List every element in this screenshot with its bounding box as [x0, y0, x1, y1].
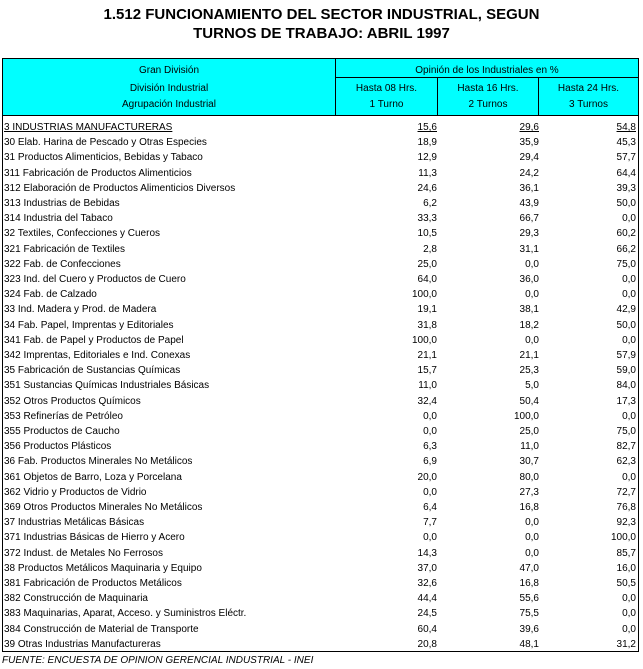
value-2-turnos: 47,0: [519, 562, 539, 574]
value-3-turnos: 75,0: [616, 258, 636, 270]
value-3-turnos: 0,0: [622, 608, 636, 620]
value-3-turnos: 0,0: [622, 213, 636, 225]
value-2-turnos: 0,0: [525, 289, 539, 301]
value-3-turnos: 50,0: [616, 198, 636, 209]
value-3-turnos: 17,3: [616, 395, 636, 407]
header-opinion-group: Opinión de los Industriales en %: [415, 65, 559, 76]
value-3-turnos: 64,4: [616, 167, 636, 179]
value-3-turnos: 85,7: [616, 547, 636, 559]
value-1-turno: 12,9: [417, 152, 437, 164]
value-1-turno: 11,3: [418, 167, 437, 179]
value-3-turnos: 42,9: [616, 304, 636, 316]
value-1-turno: 6,9: [423, 456, 437, 468]
value-2-turnos: 36,0: [519, 274, 539, 285]
row-label: 383 Maquinarias, Aparat, Acceso. y Suministros Eléctr.: [4, 608, 247, 620]
header-col1-line2: 1 Turno: [369, 99, 404, 110]
row-label: 30 Elab. Harina de Pescado y Otras Especies: [4, 137, 207, 149]
value-1-turno: 0,0: [423, 410, 437, 422]
table-row: [3, 135, 638, 150]
value-1-turno: 37,0: [417, 562, 437, 574]
value-3-turnos: 0,0: [622, 274, 636, 285]
value-2-turnos: 55,6: [519, 593, 539, 605]
value-1-turno: 19,1: [417, 304, 437, 316]
value-3-turnos: 39,3: [616, 182, 636, 194]
row-label: 384 Construcción de Material de Transporte: [4, 623, 199, 635]
value-3-turnos: 50,0: [616, 319, 636, 331]
header-col3-line1: Hasta 24 Hrs.: [557, 83, 620, 94]
value-3-turnos: 75,0: [616, 426, 636, 437]
value-3-turnos: 50,5: [616, 578, 636, 589]
value-3-turnos: 0,0: [622, 471, 636, 483]
value-1-turno: 100,0: [411, 289, 437, 301]
table-row: [3, 150, 638, 165]
value-2-turnos: 18,2: [519, 319, 539, 331]
header-col2-line2: 2 Turnos: [468, 99, 508, 110]
table-row: [3, 637, 638, 652]
table-row: [3, 500, 638, 515]
row-label: 352 Otros Productos Químicos: [4, 395, 141, 407]
table-row: [3, 470, 638, 485]
header-group-rule: [336, 77, 638, 78]
page-subtitle: TURNOS DE TRABAJO: ABRIL 1997: [193, 25, 450, 42]
row-label: 32 Textiles, Confecciones y Cueros: [4, 228, 161, 240]
header-division-industrial: División Industrial: [129, 83, 209, 94]
header-gran-division: Gran División: [138, 65, 200, 76]
row-label: 324 Fab. de Calzado: [4, 289, 97, 301]
table-row: [3, 120, 638, 135]
table-row: [3, 166, 638, 181]
row-label: 372 Indust. de Metales No Ferrosos: [4, 547, 163, 559]
value-2-turnos: 29,4: [519, 152, 539, 164]
value-3-turnos: 72,7: [616, 486, 636, 498]
value-3-turnos: 76,8: [616, 502, 636, 513]
value-3-turnos: 57,7: [616, 152, 636, 164]
value-1-turno: 20,8: [417, 638, 437, 650]
value-2-turnos: 36,1: [519, 182, 539, 194]
value-1-turno: 10,5: [417, 228, 437, 240]
value-2-turnos: 29,3: [519, 228, 539, 240]
table-row: [3, 530, 638, 545]
value-2-turnos: 5,0: [525, 380, 539, 392]
value-2-turnos: 27,3: [519, 486, 539, 498]
table-body: [2, 116, 639, 652]
table-row: [3, 424, 638, 439]
table-row: [3, 272, 638, 287]
table-row: [3, 606, 638, 621]
value-3-turnos: 62,3: [616, 456, 636, 468]
value-2-turnos: 50,4: [519, 395, 539, 407]
value-1-turno: 0,0: [423, 426, 437, 437]
table-row: [3, 181, 638, 196]
value-2-turnos: 43,9: [519, 198, 539, 209]
table-row: [3, 196, 638, 211]
value-1-turno: 24,6: [417, 182, 437, 194]
table-row: [3, 287, 638, 302]
table-row: [3, 439, 638, 454]
row-label: 38 Productos Metálicos Maquinaria y Equipo: [4, 562, 202, 574]
value-3-turnos: 16,0: [616, 562, 636, 574]
value-3-turnos: 54,8: [616, 122, 636, 133]
row-label: 34 Fab. Papel, Imprentas y Editoriales: [4, 319, 174, 331]
row-label: 314 Industria del Tabaco: [4, 213, 113, 225]
value-3-turnos: 45,3: [616, 137, 636, 149]
value-3-turnos: 57,9: [616, 350, 636, 361]
value-3-turnos: 66,2: [616, 243, 636, 255]
value-2-turnos: 35,9: [519, 137, 539, 149]
table-row: [3, 211, 638, 226]
value-2-turnos: 30,7: [519, 456, 539, 468]
value-2-turnos: 16,8: [519, 502, 539, 513]
table-header: [2, 58, 639, 116]
row-label: 355 Productos de Caucho: [4, 426, 120, 437]
row-label: 353 Refinerías de Petróleo: [4, 410, 123, 422]
table-row: [3, 561, 638, 576]
table-row: [3, 242, 638, 257]
row-label: 351 Sustancias Químicas Industriales Básicas: [4, 380, 210, 392]
row-label: 31 Productos Alimenticios, Bebidas y Tabaco: [4, 152, 203, 164]
row-label: 322 Fab. de Confecciones: [4, 258, 121, 270]
value-1-turno: 60,4: [417, 623, 437, 635]
value-2-turnos: 0,0: [525, 258, 539, 270]
table-row: [3, 622, 638, 637]
value-2-turnos: 66,7: [519, 213, 539, 225]
value-1-turno: 15,6: [417, 122, 437, 133]
row-label: 323 Ind. del Cuero y Productos de Cuero: [4, 274, 186, 285]
value-2-turnos: 0,0: [525, 547, 539, 559]
row-label: 381 Fabricación de Productos Metálicos: [4, 578, 182, 589]
header-col1-line1: Hasta 08 Hrs.: [355, 83, 418, 94]
table-row: [3, 454, 638, 469]
row-label: 33 Ind. Madera y Prod. de Madera: [4, 304, 157, 316]
row-label: 321 Fabricación de Textiles: [4, 243, 125, 255]
value-3-turnos: 60,2: [616, 228, 636, 240]
value-1-turno: 18,9: [417, 137, 437, 149]
table-row: [3, 363, 638, 378]
value-3-turnos: 31,2: [616, 638, 636, 650]
value-3-turnos: 0,0: [622, 593, 636, 605]
row-label: 361 Objetos de Barro, Loza y Porcelana: [4, 471, 182, 483]
row-label: 311 Fabricación de Productos Alimenticios: [4, 167, 192, 179]
row-label: 3 INDUSTRIAS MANUFACTURERAS: [4, 122, 173, 133]
table-row: [3, 257, 638, 272]
value-1-turno: 33,3: [417, 213, 437, 225]
table-row: [3, 226, 638, 241]
row-label: 39 Otras Industrias Manufactureras: [4, 638, 161, 650]
value-2-turnos: 39,6: [519, 623, 539, 635]
value-2-turnos: 25,3: [519, 365, 539, 377]
table-row: [3, 302, 638, 317]
header-agrupacion-industrial: Agrupación Industrial: [122, 99, 216, 110]
row-label: 356 Productos Plásticos: [4, 441, 112, 453]
table-row: [3, 576, 638, 591]
table-row: [3, 546, 638, 561]
row-label: 369 Otros Productos Minerales No Metálicos: [4, 502, 203, 513]
row-label: 37 Industrias Metálicas Básicas: [4, 517, 145, 529]
value-3-turnos: 100,0: [610, 532, 636, 544]
value-3-turnos: 82,7: [616, 441, 636, 453]
table-row: [3, 348, 638, 363]
value-1-turno: 21,1: [417, 350, 437, 361]
row-label: 371 Industrias Básicas de Hierro y Acero: [4, 532, 185, 544]
value-3-turnos: 84,0: [616, 380, 636, 392]
value-3-turnos: 92,3: [616, 517, 636, 529]
row-label: 35 Fabricación de Sustancias Químicas: [4, 365, 181, 377]
table-row: [3, 409, 638, 424]
value-1-turno: 0,0: [423, 486, 437, 498]
value-2-turnos: 80,0: [519, 471, 539, 483]
value-2-turnos: 25,0: [519, 426, 539, 437]
value-1-turno: 32,4: [417, 395, 437, 407]
value-1-turno: 44,4: [417, 593, 437, 605]
value-2-turnos: 0,0: [525, 517, 539, 529]
value-1-turno: 0,0: [423, 532, 437, 544]
value-2-turnos: 31,1: [519, 243, 539, 255]
table-row: [3, 333, 638, 348]
row-label: 382 Construcción de Maquinaria: [4, 593, 148, 605]
value-2-turnos: 11,0: [520, 441, 539, 453]
value-1-turno: 32,6: [417, 578, 437, 589]
value-2-turnos: 0,0: [525, 532, 539, 544]
value-3-turnos: 59,0: [616, 365, 636, 377]
value-2-turnos: 29,6: [519, 122, 539, 133]
value-3-turnos: 0,0: [622, 289, 636, 301]
value-1-turno: 25,0: [417, 258, 437, 270]
value-2-turnos: 75,5: [519, 608, 539, 620]
value-3-turnos: 0,0: [622, 623, 636, 635]
table-row: [3, 318, 638, 333]
value-1-turno: 31,8: [417, 319, 437, 331]
value-2-turnos: 21,1: [519, 350, 539, 361]
table-row: [3, 485, 638, 500]
value-2-turnos: 16,8: [519, 578, 539, 589]
row-label: 342 Imprentas, Editoriales e Ind. Conexas: [4, 350, 191, 361]
value-1-turno: 100,0: [411, 334, 437, 346]
source-note: FUENTE: ENCUESTA DE OPINION GERENCIAL INDUSTRIAL - INEI: [2, 655, 314, 666]
table-row: [3, 515, 638, 530]
table-row: [3, 378, 638, 393]
value-1-turno: 7,7: [423, 517, 437, 529]
value-1-turno: 20,0: [417, 471, 437, 483]
value-2-turnos: 24,2: [519, 167, 539, 179]
table-row: [3, 394, 638, 409]
header-col2-line1: Hasta 16 Hrs.: [457, 83, 519, 94]
table-row: [3, 591, 638, 606]
value-3-turnos: 0,0: [622, 334, 636, 346]
value-2-turnos: 38,1: [519, 304, 539, 316]
row-label: 312 Elaboración de Productos Alimenticios Diversos: [4, 182, 236, 194]
value-1-turno: 15,7: [417, 365, 437, 377]
value-1-turno: 64,0: [417, 274, 437, 285]
value-1-turno: 2,8: [423, 243, 437, 255]
header-col3-line2: 3 Turnos: [569, 99, 608, 110]
row-label: 36 Fab. Productos Minerales No Metálicos: [4, 456, 193, 468]
value-1-turno: 24,5: [417, 608, 437, 620]
row-label: 362 Vidrio y Productos de Vidrio: [4, 486, 147, 498]
value-1-turno: 6,2: [423, 198, 437, 209]
row-label: 341 Fab. de Papel y Productos de Papel: [4, 334, 184, 346]
value-1-turno: 14,3: [417, 547, 437, 559]
value-2-turnos: 100,0: [513, 410, 539, 422]
value-3-turnos: 0,0: [622, 410, 636, 422]
value-2-turnos: 48,1: [519, 638, 539, 650]
value-1-turno: 6,3: [423, 441, 437, 453]
value-1-turno: 6,4: [423, 502, 437, 513]
value-2-turnos: 0,0: [525, 334, 539, 346]
value-1-turno: 11,0: [418, 380, 437, 392]
page-title: 1.512 FUNCIONAMIENTO DEL SECTOR INDUSTRIAL, SEGUN: [103, 6, 540, 23]
row-label: 313 Industrias de Bebidas: [4, 198, 120, 209]
